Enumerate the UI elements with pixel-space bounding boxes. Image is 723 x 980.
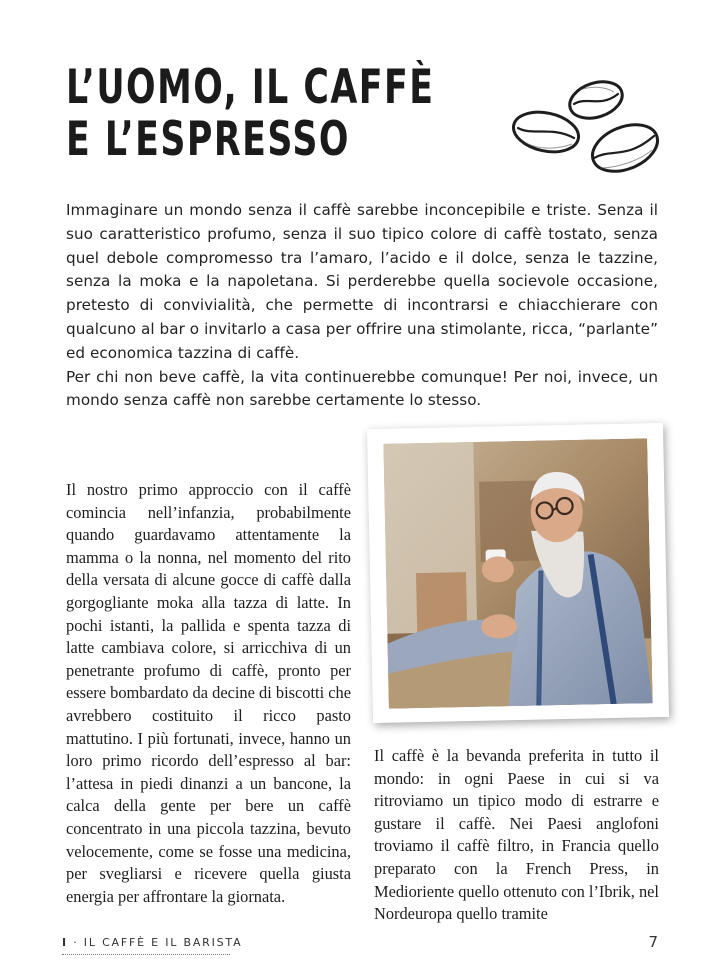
photo-polaroid bbox=[367, 423, 669, 723]
chapter-name: IL CAFFÈ E IL BARISTA bbox=[83, 936, 243, 949]
running-footer bbox=[62, 936, 242, 949]
right-column bbox=[374, 745, 659, 926]
chapter-number: I bbox=[62, 936, 68, 949]
coffee-beans-icon bbox=[508, 70, 668, 180]
intro-text bbox=[66, 199, 658, 413]
left-column bbox=[66, 479, 351, 908]
intro-paragraph: Per chi non beve caffè, la vita continuerebbe comunque! Per noi, invece, un mondo senza caffè non sarebbe certamente lo stesso. bbox=[66, 367, 658, 410]
footer-separator: · bbox=[73, 936, 79, 949]
footer-divider bbox=[62, 954, 230, 955]
chapter-title-line-1: L’UOMO, IL CAFFÈ bbox=[66, 60, 435, 115]
body-paragraph: Il nostro primo approccio con il caffè comincia nell’infanzia, probabilmente quando guardavamo attentamente la mamma o la nonna, nel momento del rito della versata di alcune gocce di caffè dalla gorgogliante moka alla tazza di latte. In pochi istanti, la pallida e spenta tazza di latte cambiava colore, si arricchiva di un penetrante profumo di caffè, pronto per essere bombardato da decine di biscotti che avrebbero costituito il ricco pasto mattutino. I più fortunati, invece, hanno un loro primo ricordo dell’espresso al bar: l’attesa in piedi dinanzi a un bancone, la calca della gente per bere un caffè concentrato in una piccola tazzina, bevuto velocemente, come se fosse una medicina, per svegliarsi e ricevere quella giusta energia per affrontare la giornata. bbox=[66, 480, 351, 906]
body-paragraph: Il caffè è la bevanda preferita in tutto il mondo: in ogni Paese in cui si va ritroviamo un tipico modo di estrarre e gustare il caffè. Nei Paesi anglofoni troviamo il caffè filtro, in Francia quello preparato con la French Press, in Medioriente quello ottenuto con l’Ibrik, nel Nordeuropa quello tramite bbox=[374, 746, 659, 924]
intro-paragraph: Immaginare un mondo senza il caffè sarebbe inconcepibile e triste. Senza il suo caratteristico profumo, senza il suo tipico colore di caffè tostato, senza quel debole compromesso tra l’amaro, l’acido e il dolce, senza le tazzine, senza la moka e la napoletana. Si perderebbe quella socievole occasione, pretesto di convivialità, che permette di incontrarsi e chiacchierare con qualcuno al bar o invitarlo a casa per offrire una stimolante, ricca, “parlante” ed economica tazzina di caffè. bbox=[66, 201, 658, 362]
chapter-title-line-2: E L’ESPRESSO bbox=[66, 112, 350, 167]
page-number: 7 bbox=[648, 933, 658, 951]
page-footer bbox=[62, 934, 662, 960]
barista-photo bbox=[383, 438, 652, 708]
chapter-title bbox=[66, 62, 435, 166]
